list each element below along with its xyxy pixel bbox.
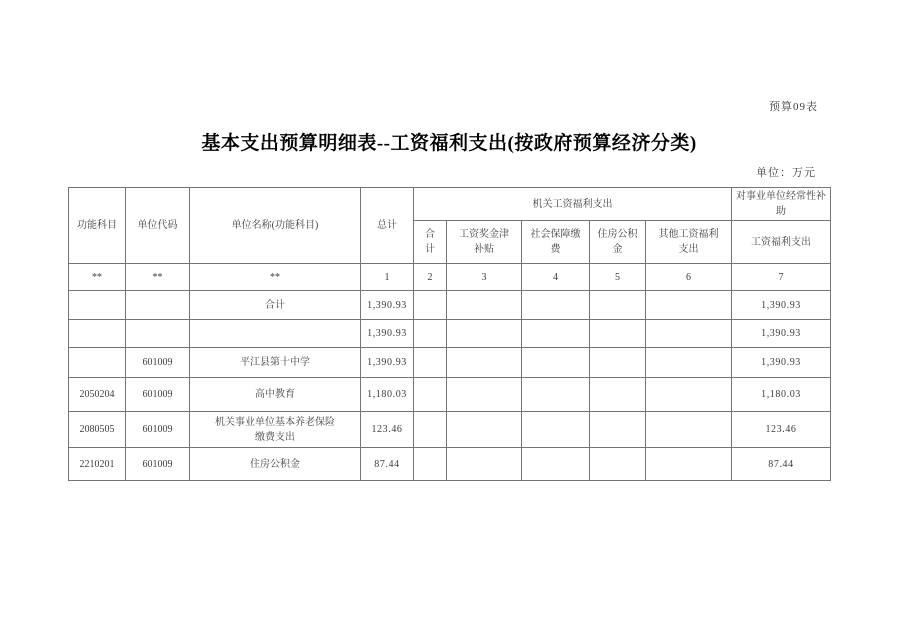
cell-wage-bonus	[447, 378, 522, 412]
cell-wage-bonus	[447, 291, 522, 320]
index-cell: 3	[447, 264, 522, 291]
header-unit-code: 单位代码	[126, 188, 190, 264]
cell-func-code: 2080505	[69, 412, 126, 448]
index-cell: 4	[522, 264, 590, 291]
table-row	[69, 412, 831, 448]
cell-unit-name: 住房公积金	[190, 448, 361, 481]
cell-func-code: 2050204	[69, 378, 126, 412]
header-sum-label: 合计	[425, 229, 435, 255]
cell-sum	[414, 320, 447, 348]
cell-housing-fund	[590, 412, 646, 448]
cell-unit-name: 平江县第十中学	[190, 348, 361, 378]
cell-total: 87.44	[361, 448, 414, 481]
cell-housing-fund	[590, 348, 646, 378]
cell-unit-code: 601009	[126, 378, 190, 412]
cell-housing-fund	[590, 291, 646, 320]
header-unit-name: 单位名称(功能科目)	[190, 188, 361, 264]
table-row	[69, 448, 831, 481]
unit-note: 单位：万元	[756, 167, 816, 179]
header-wage-bonus	[447, 221, 522, 264]
cell-social-security	[522, 348, 590, 378]
sheet-label: 预算09表	[769, 101, 818, 113]
cell-unit-code	[126, 320, 190, 348]
cell-unit-name-text: 机关事业单位基本养老保险缴费支出	[215, 416, 335, 443]
cell-unit-name	[190, 412, 361, 448]
cell-unit-code: 601009	[126, 412, 190, 448]
cell-wage-bonus	[447, 448, 522, 481]
cell-inst-wage: 1,390.93	[732, 291, 831, 320]
cell-func-code	[69, 291, 126, 320]
cell-wage-bonus	[447, 320, 522, 348]
cell-inst-wage: 123.46	[732, 412, 831, 448]
cell-wage-bonus	[447, 348, 522, 378]
cell-sum	[414, 378, 447, 412]
table-row	[69, 378, 831, 412]
cell-other-wage	[646, 320, 732, 348]
document-page	[68, 98, 830, 481]
cell-social-security	[522, 378, 590, 412]
cell-sum	[414, 291, 447, 320]
header-other-wage-label: 其他工资福利支出	[658, 229, 719, 255]
header-wage-bonus-label: 工资奖金津补贴	[459, 229, 509, 255]
header-sum	[414, 221, 447, 264]
cell-sum	[414, 412, 447, 448]
cell-sum	[414, 448, 447, 481]
header-inst-subsidy-group-label: 对事业单位经常性补助	[736, 191, 826, 217]
cell-total: 1,390.93	[361, 320, 414, 348]
index-cell: **	[190, 264, 361, 291]
cell-other-wage	[646, 291, 732, 320]
table-row	[69, 348, 831, 378]
index-cell: 5	[590, 264, 646, 291]
cell-total: 1,390.93	[361, 348, 414, 378]
cell-func-code	[69, 348, 126, 378]
cell-other-wage	[646, 348, 732, 378]
table-row	[69, 320, 831, 348]
cell-unit-name: 合计	[190, 291, 361, 320]
index-cell: 1	[361, 264, 414, 291]
cell-inst-wage: 1,390.93	[732, 348, 831, 378]
cell-total: 1,180.03	[361, 378, 414, 412]
cell-wage-bonus	[447, 412, 522, 448]
header-org-wage-group: 机关工资福利支出	[414, 188, 732, 221]
budget-table	[68, 187, 831, 481]
header-inst-wage: 工资福利支出	[732, 221, 831, 264]
cell-social-security	[522, 412, 590, 448]
cell-inst-wage: 1,390.93	[732, 320, 831, 348]
header-func-subject: 功能科目	[69, 188, 126, 264]
cell-other-wage	[646, 412, 732, 448]
index-cell: 6	[646, 264, 732, 291]
cell-unit-code	[126, 291, 190, 320]
index-cell: 7	[732, 264, 831, 291]
header-social-security	[522, 221, 590, 264]
cell-total: 123.46	[361, 412, 414, 448]
cell-housing-fund	[590, 320, 646, 348]
index-cell: **	[126, 264, 190, 291]
cell-total: 1,390.93	[361, 291, 414, 320]
cell-func-code	[69, 320, 126, 348]
index-row	[69, 264, 831, 291]
cell-sum	[414, 348, 447, 378]
cell-housing-fund	[590, 448, 646, 481]
cell-func-code: 2210201	[69, 448, 126, 481]
header-social-security-label: 社会保障缴费	[530, 229, 581, 255]
cell-housing-fund	[590, 378, 646, 412]
header-total: 总计	[361, 188, 414, 264]
index-cell: **	[69, 264, 126, 291]
page-title: 基本支出预算明细表--工资福利支出(按政府预算经济分类)	[201, 133, 697, 154]
header-housing-fund	[590, 221, 646, 264]
cell-inst-wage: 1,180.03	[732, 378, 831, 412]
cell-social-security	[522, 320, 590, 348]
cell-unit-code: 601009	[126, 348, 190, 378]
header-inst-subsidy-group	[732, 188, 831, 221]
cell-other-wage	[646, 378, 732, 412]
table-row	[69, 291, 831, 320]
header-other-wage	[646, 221, 732, 264]
cell-social-security	[522, 448, 590, 481]
cell-social-security	[522, 291, 590, 320]
cell-other-wage	[646, 448, 732, 481]
cell-unit-name: 高中教育	[190, 378, 361, 412]
index-cell: 2	[414, 264, 447, 291]
header-housing-fund-label: 住房公积金	[597, 229, 638, 255]
cell-inst-wage: 87.44	[732, 448, 831, 481]
header-row-1	[69, 188, 831, 221]
cell-unit-name	[190, 320, 361, 348]
cell-unit-code: 601009	[126, 448, 190, 481]
